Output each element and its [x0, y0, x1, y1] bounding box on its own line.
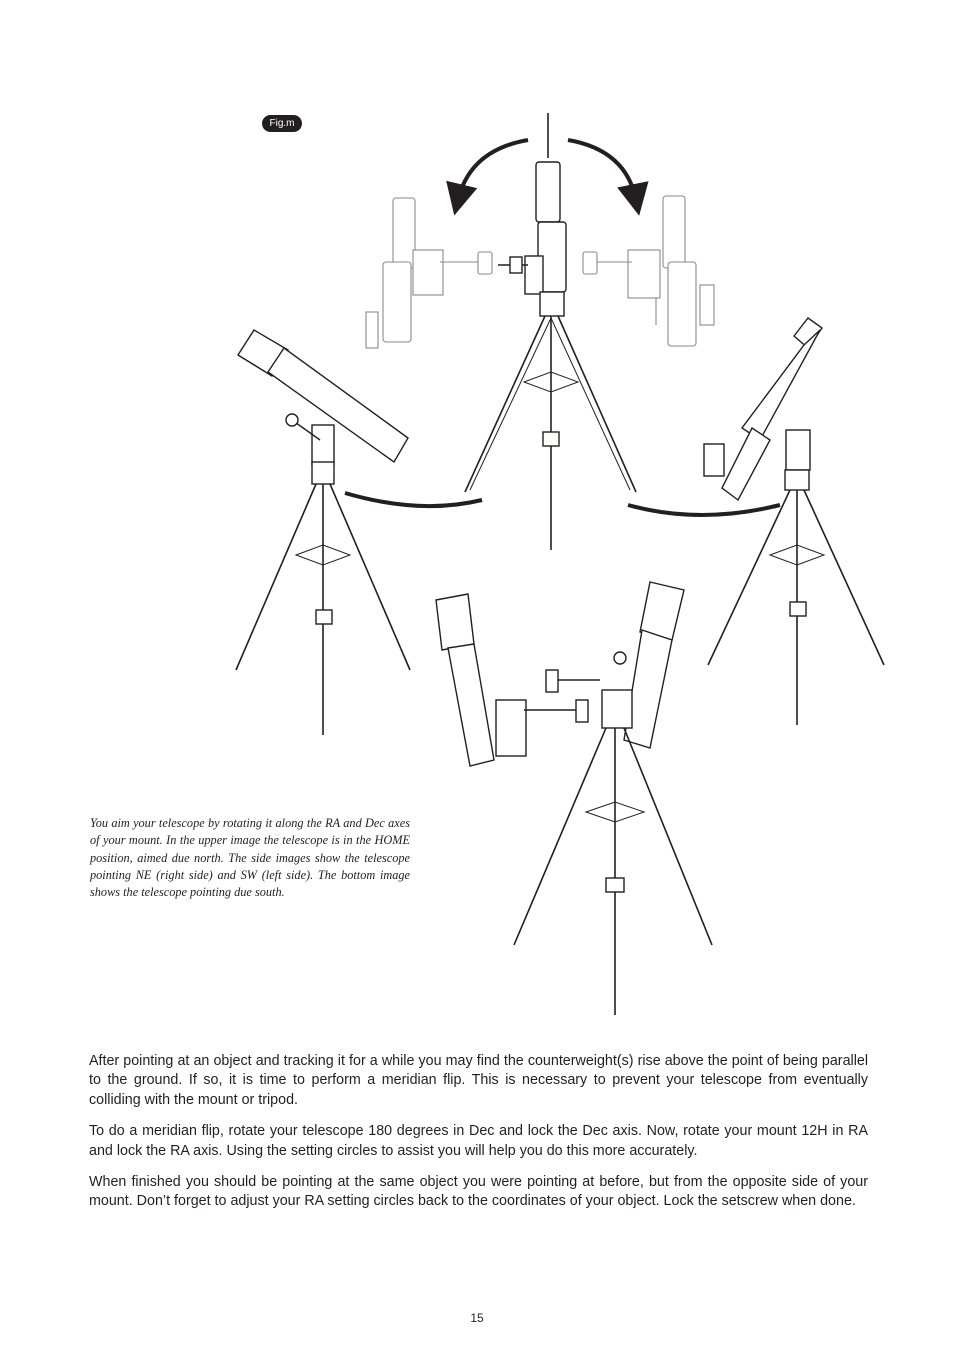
paragraph-meridian-flip-steps: To do a meridian flip, rotate your telescope 180 degrees in Dec and lock the Dec axis. Now, rotate your mount 12H in RA and lock the RA axis. Using the setting circles to assist you will help you do this more accurately. — [89, 1123, 868, 1159]
rotation-arc-right — [628, 505, 780, 515]
telescope-pointing-ne — [704, 318, 884, 725]
page-number: 15 — [470, 1311, 484, 1325]
figure-label-badge: Fig.m — [262, 115, 302, 132]
ghost-telescope-ne — [583, 196, 714, 346]
rotate-right-arrow — [568, 140, 636, 200]
rotate-left-arrow — [458, 140, 528, 200]
rotation-arc-left — [345, 493, 482, 506]
figure-caption: You aim your telescope by rotating it along the RA and Dec axes of your mount. In the upper image the telescope is in the HOME position, aimed due north. The side images show the telescope pointing NE (right side) and SW (left side). The bottom image shows the telescope pointing due south. — [90, 816, 410, 900]
ghost-telescope-sw — [366, 198, 492, 348]
paragraph-meridian-flip-finish: When finished you should be pointing at the same object you were pointing at before, but from the opposite side of your mount. Don’t forget to adjust your RA setting circles back to the coordinates of your object. Lock the setscrew when done. — [89, 1174, 868, 1210]
body-text — [89, 1052, 868, 1224]
telescope-pointing-sw — [236, 330, 410, 735]
telescope-home-north — [465, 162, 636, 550]
paragraph-meridian-flip-intro: After pointing at an object and tracking it for a while you may find the counterweight(s) rise above the point of being parallel to the ground. If so, it is time to perform a meridian flip. This is necessary to prevent your telescope from eventually colliding with the mount or tripod. — [89, 1053, 868, 1108]
telescope-pointing-south — [436, 582, 712, 1015]
